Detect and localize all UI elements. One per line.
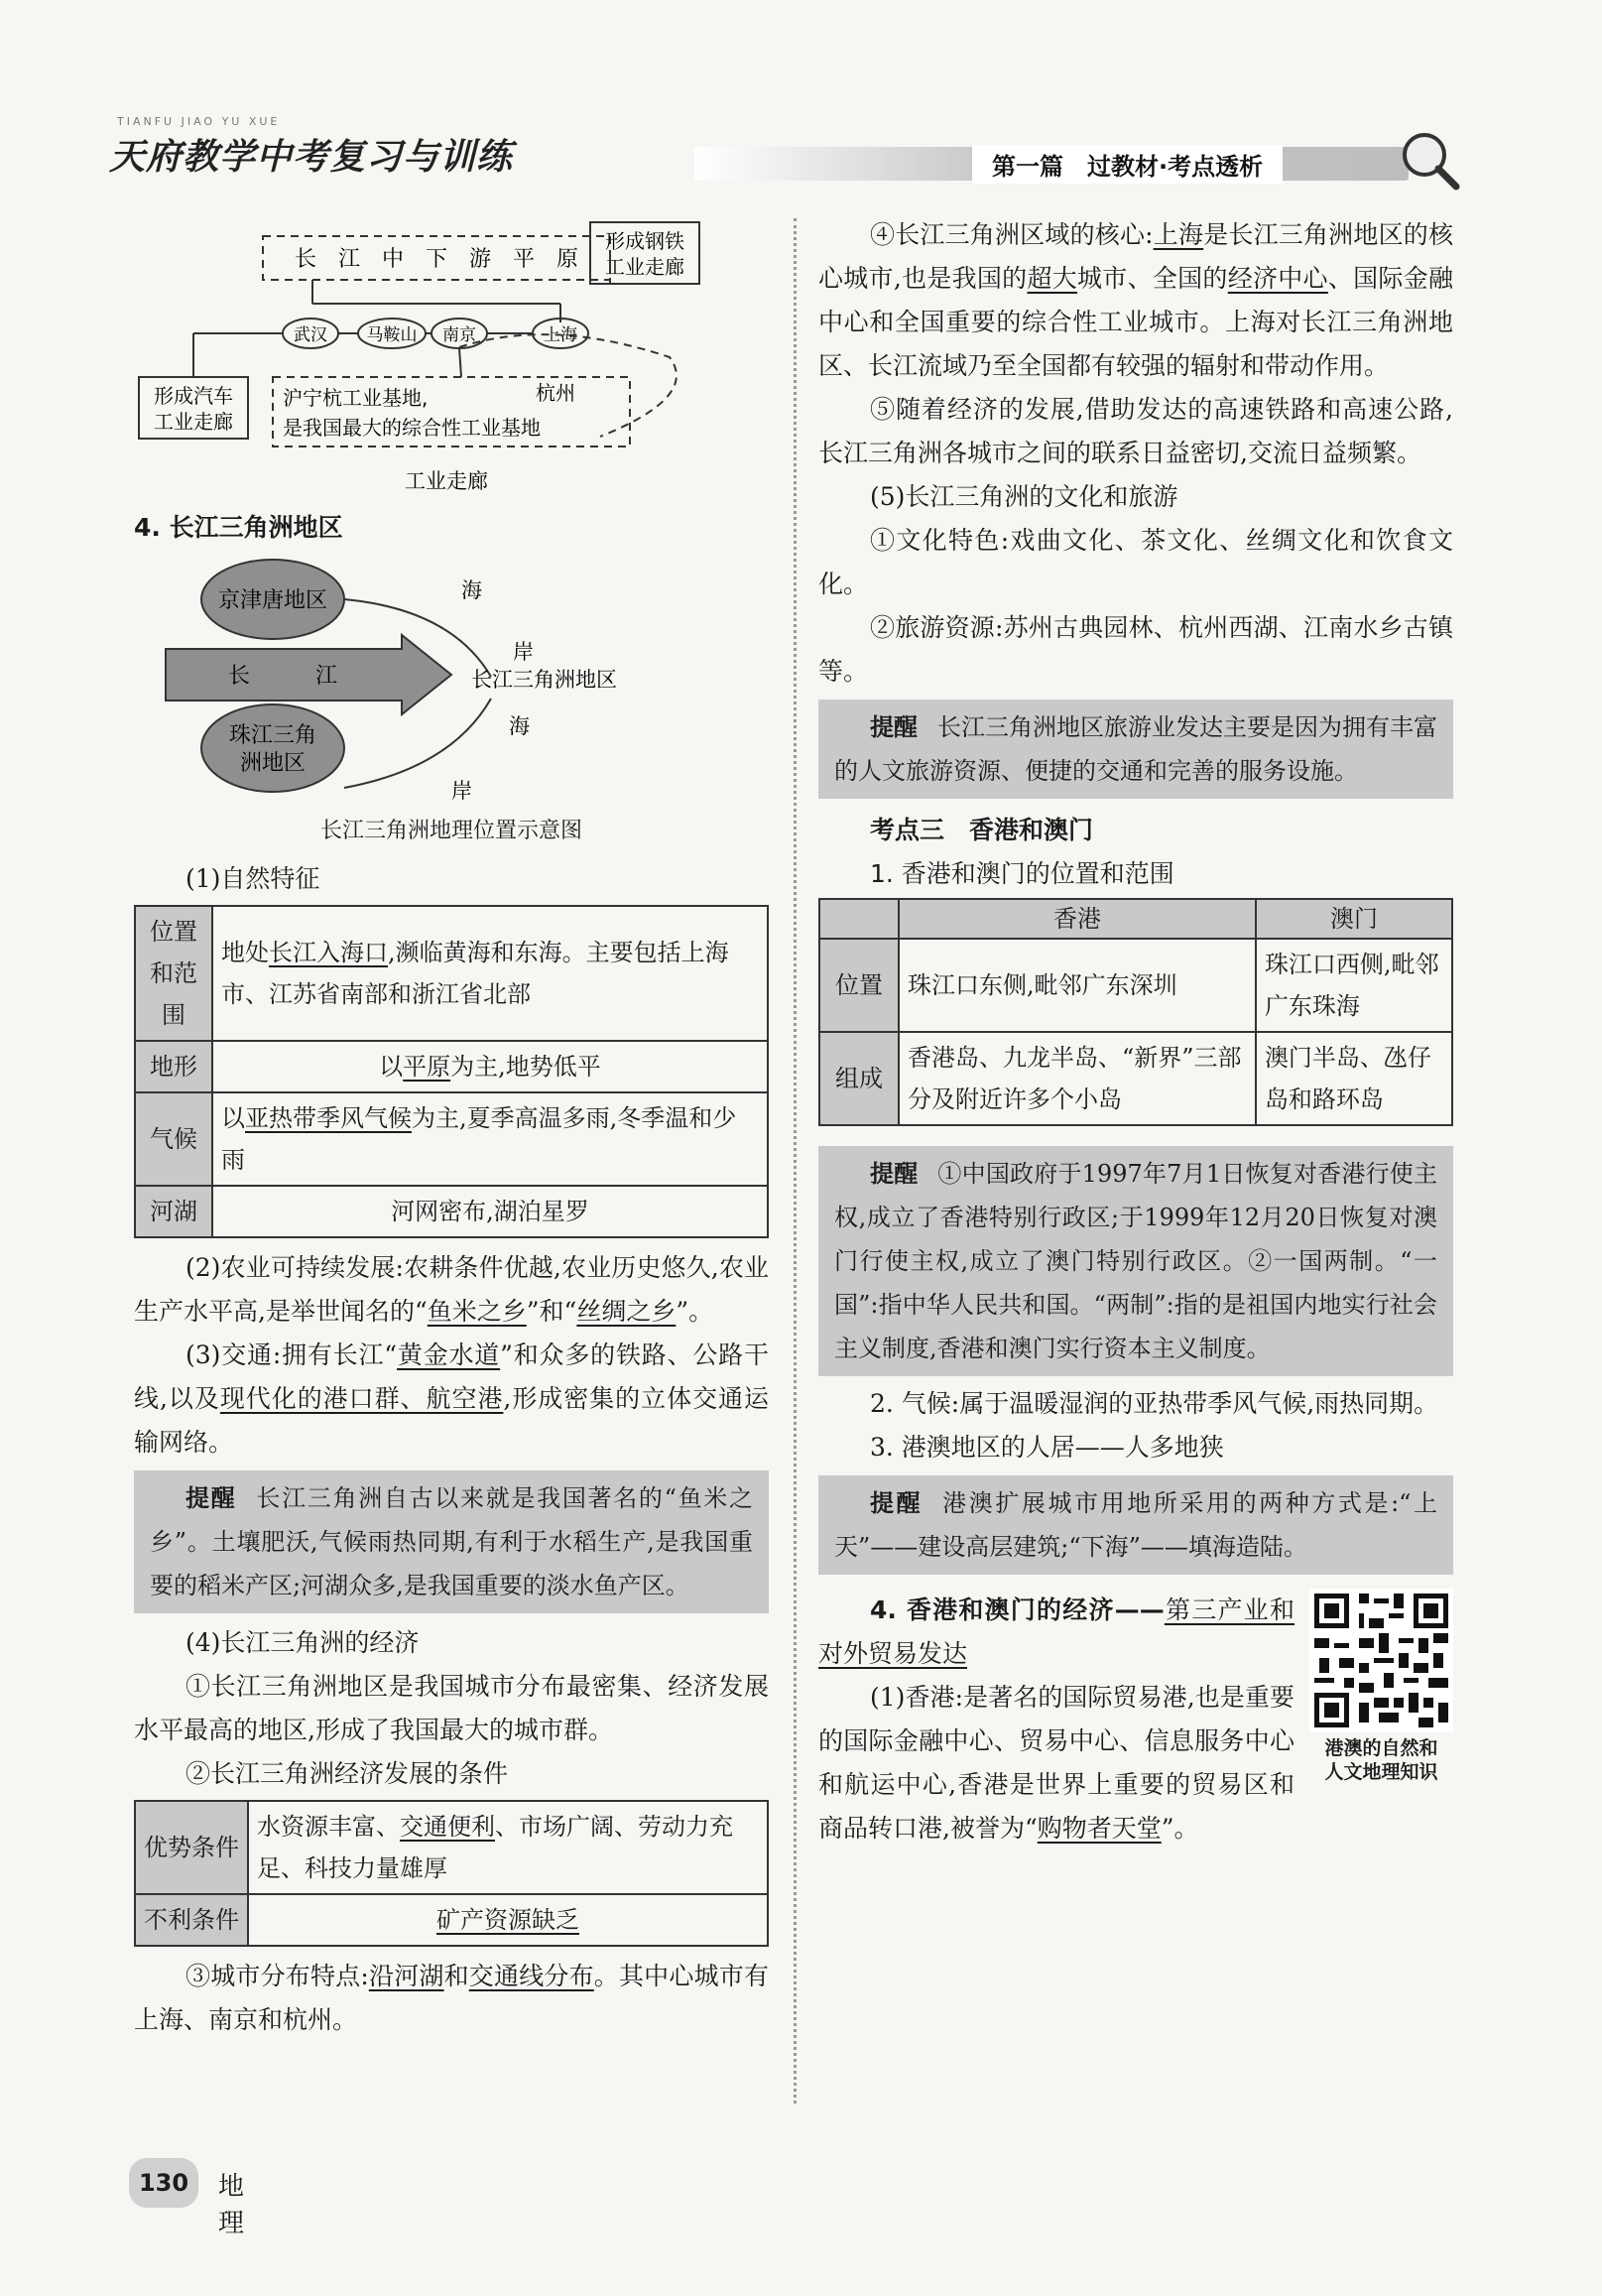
table-cell: 香港岛、九龙半岛、“新界”三部分及附近许多个小岛: [899, 1032, 1256, 1125]
table-row: [135, 906, 768, 1041]
qr-code-icon: [1309, 1589, 1453, 1732]
label-sea-1: 海: [461, 578, 482, 602]
label-sea-2: 海: [509, 714, 530, 738]
table-header-row: [819, 899, 1452, 939]
row-header: 优势条件: [135, 1801, 248, 1894]
qr-caption-2: 人文地理知识: [1324, 1761, 1438, 1783]
hk-macau-table: [818, 898, 1453, 1126]
row-header: 位置: [819, 939, 899, 1032]
table-cell: 珠江口西侧,毗邻广东珠海: [1256, 939, 1452, 1032]
tip-box: [818, 700, 1453, 799]
brand-logo: [109, 115, 514, 180]
label-auto-2: 工业走廊: [154, 410, 233, 434]
page-header: [99, 115, 1458, 189]
diagram1-caption: 工业走廊: [405, 469, 488, 493]
tip-box: [134, 1470, 769, 1613]
row-header: 地形: [135, 1041, 212, 1092]
paragraph-culture: ①文化特色:戏曲文化、茶文化、丝绸文化和饮食文化。: [818, 526, 1453, 598]
city-wuhan: 武汉: [294, 325, 327, 345]
tip-label: 提醒: [870, 1489, 924, 1517]
subheading-culture: (5)长江三角洲的文化和旅游: [870, 482, 1178, 511]
table-cell: 水资源丰富、交通便利、市场广阔、劳动力充足、科技力量雄厚: [248, 1801, 768, 1894]
tip-label: 提醒: [185, 1484, 237, 1512]
table-row: [135, 1801, 768, 1894]
label-steel-1: 形成钢铁: [605, 229, 684, 253]
topic-heading: 考点三 香港和澳门: [870, 816, 1094, 844]
subheading-economy: (4)长江三角洲的经济: [185, 1628, 420, 1657]
industrial-corridor-diagram: [134, 198, 769, 496]
label-yrd: 长江三角洲地区: [471, 668, 617, 692]
tip-text: 长江三角洲地区旅游业发达主要是因为拥有丰富的人文旅游资源、便捷的交通和完善的服务设施。: [834, 713, 1437, 785]
paragraph-climate: 2. 气候:属于温暖湿润的亚热带季风气候,雨热同期。: [870, 1389, 1439, 1418]
economy-block: [818, 1589, 1453, 1916]
brand-pinyin: TIANFU JIAO YU XUE: [117, 115, 281, 128]
magnifier-icon: [1399, 129, 1460, 191]
label-auto-1: 形成汽车: [154, 384, 233, 408]
conditions-table: [134, 1800, 769, 1947]
diagram2-caption: 长江三角洲地理位置示意图: [319, 819, 582, 843]
hongkong-text: (1)香港:是著名的国际贸易港,也是重要的国际金融中心、贸易中心、信息服务中心和航运中心,香港是世界上重要的贸易区和商品转口港,被誉为“: [818, 1683, 1294, 1843]
table-cell: 澳门半岛、氹仔岛和路环岛: [1256, 1032, 1452, 1125]
label-prd-2: 洲地区: [239, 751, 307, 776]
city-hangzhou: 杭州: [536, 381, 575, 405]
row-header: 气候: [135, 1092, 212, 1186]
section-heading: 4. 长江三角洲地区: [134, 513, 343, 542]
right-column: [818, 213, 1453, 1916]
qr-caption-1: 港澳的自然和: [1324, 1737, 1438, 1759]
label-river: 长 江: [227, 664, 338, 689]
tip-text: 长江三角洲自古以来就是我国著名的“鱼米之乡”。土壤肥沃,气候雨热同期,有利于水稻生产,是我国重要的稻米产区;河湖众多,是我国重要的淡水鱼产区。: [150, 1484, 753, 1599]
page-number: 130: [129, 2158, 198, 2208]
row-header: 不利条件: [135, 1894, 248, 1946]
brand-title: 天府教学中考复习与训练: [109, 137, 514, 178]
tip-label: 提醒: [870, 1160, 919, 1188]
label-jjt: 京津唐地区: [217, 588, 328, 613]
header-macau: 澳门: [1256, 899, 1452, 939]
paragraph-tourism: ②旅游资源:苏州古典园林、杭州西湖、江南水乡古镇等。: [818, 613, 1453, 686]
paragraph-agriculture: (2)农业可持续发展:农耕条件优越,农业历史悠久,农业生产水平高,是举世闻名的“鱼米之乡”和“丝绸之乡”。: [134, 1253, 769, 1326]
header-hongkong: 香港: [899, 899, 1256, 939]
tip-box: [818, 1146, 1453, 1376]
header-cell: [819, 899, 899, 939]
paragraph-core: ④长江三角洲区域的核心:上海是长江三角洲地区的核心城市,也是我国的超大城市、全国的经济中心、国际金融中心和全国重要的综合性工业城市。上海对长江三角洲地区、长江流域乃至全国都有较强的辐射和带动作用。: [818, 220, 1453, 380]
paragraph-connection: ⑤随着经济的发展,借助发达的高速铁路和高速公路,长江三角洲各城市之间的联系日益密切,交流日益频繁。: [818, 395, 1453, 467]
subheading-location: 1. 香港和澳门的位置和范围: [870, 859, 1174, 888]
table-row: [135, 1041, 768, 1092]
paragraph-transport: (3)交通:拥有长江“黄金水道”和众多的铁路、公路干线,以及现代化的港口群、航空港,形成密集的立体交通运输网络。: [134, 1340, 770, 1457]
table-row: [135, 1186, 768, 1237]
table-cell: 以平原为主,地势低平: [212, 1041, 768, 1092]
natural-features-table: [134, 905, 769, 1238]
tip-text: ①中国政府于1997年7月1日恢复对香港行使主权,成立了香港特别行政区;于1999年12月20日恢复对澳门行使主权,成立了澳门特别行政区。②一国两制。“一国”:指中华人民共和国。“两制”:指的是祖国内地实行社会主义制度,香港和澳门实行资本主义制度。: [834, 1160, 1437, 1362]
city-nanjing: 南京: [442, 325, 476, 345]
table-cell: 河网密布,湖泊星罗: [212, 1186, 768, 1237]
table-row: [819, 939, 1452, 1032]
yrd-location-diagram: [134, 550, 769, 808]
subheading-natural: (1)自然特征: [185, 864, 320, 893]
city-shanghai: 上海: [544, 325, 577, 345]
table-row: [135, 1894, 768, 1946]
row-header: 河湖: [135, 1186, 212, 1237]
label-prd-1: 珠江三角: [228, 723, 317, 748]
city-maanshan: 马鞍山: [366, 325, 418, 345]
section-title: 第一篇 过教材·考点透析: [972, 145, 1283, 184]
paragraph-hongkong: (1)香港:是著名的国际贸易港,也是重要的国际金融中心、贸易中心、信息服务中心和航运中心,香港是世界上重要的贸易区和商品转口港,被誉为“购物者天堂”。: [818, 1683, 1294, 1843]
paragraph-economy-2: ②长江三角洲经济发展的条件: [185, 1759, 509, 1788]
qr-caption: [1309, 1736, 1453, 1784]
tip-text: 港澳扩展城市用地所采用的两种方式是:“上天”——建设高层建筑;“下海”——填海造陆。: [834, 1489, 1438, 1561]
subheading-hk-economy: 4. 香港和澳门的经济——第三产业和对外贸易发达: [818, 1595, 1294, 1668]
subject-label: 地理: [218, 2172, 245, 2238]
paragraph-living: 3. 港澳地区的人居——人多地狭: [870, 1433, 1224, 1462]
label-base-2: 是我国最大的综合性工业基地: [283, 416, 541, 440]
table-cell: 矿产资源缺乏: [248, 1894, 768, 1946]
column-divider: [794, 218, 797, 2104]
label-steel-2: 工业走廊: [605, 255, 684, 279]
label-base-1: 沪宁杭工业基地,: [283, 386, 429, 410]
table-row: [819, 1032, 1452, 1125]
table-cell: 地处长江入海口,濒临黄海和东海。主要包括上海市、江苏省南部和浙江省北部: [212, 906, 768, 1041]
qr-code[interactable]: [1309, 1589, 1453, 1784]
label-an-1: 岸: [513, 640, 534, 664]
left-column: [134, 198, 769, 2042]
table-cell: 珠江口东侧,毗邻广东深圳: [899, 939, 1256, 1032]
table-cell: 以亚热带季风气候为主,夏季高温多雨,冬季温和少雨: [212, 1092, 768, 1186]
paragraph-city-distribution: ③城市分布特点:沿河湖和交通线分布。其中心城市有上海、南京和杭州。: [134, 1962, 769, 2034]
tip-box: [818, 1475, 1453, 1575]
label-an-2: 岸: [451, 779, 472, 803]
row-header: 组成: [819, 1032, 899, 1125]
row-header: 位置和范围: [135, 906, 212, 1041]
tip-label: 提醒: [870, 713, 918, 741]
label-plain: 长 江 中 下 游 平 原: [294, 247, 579, 272]
table-row: [135, 1092, 768, 1186]
paragraph-economy-1: ①长江三角洲地区是我国城市分布最密集、经济发展水平最高的地区,形成了我国最大的城市群。: [134, 1672, 769, 1744]
